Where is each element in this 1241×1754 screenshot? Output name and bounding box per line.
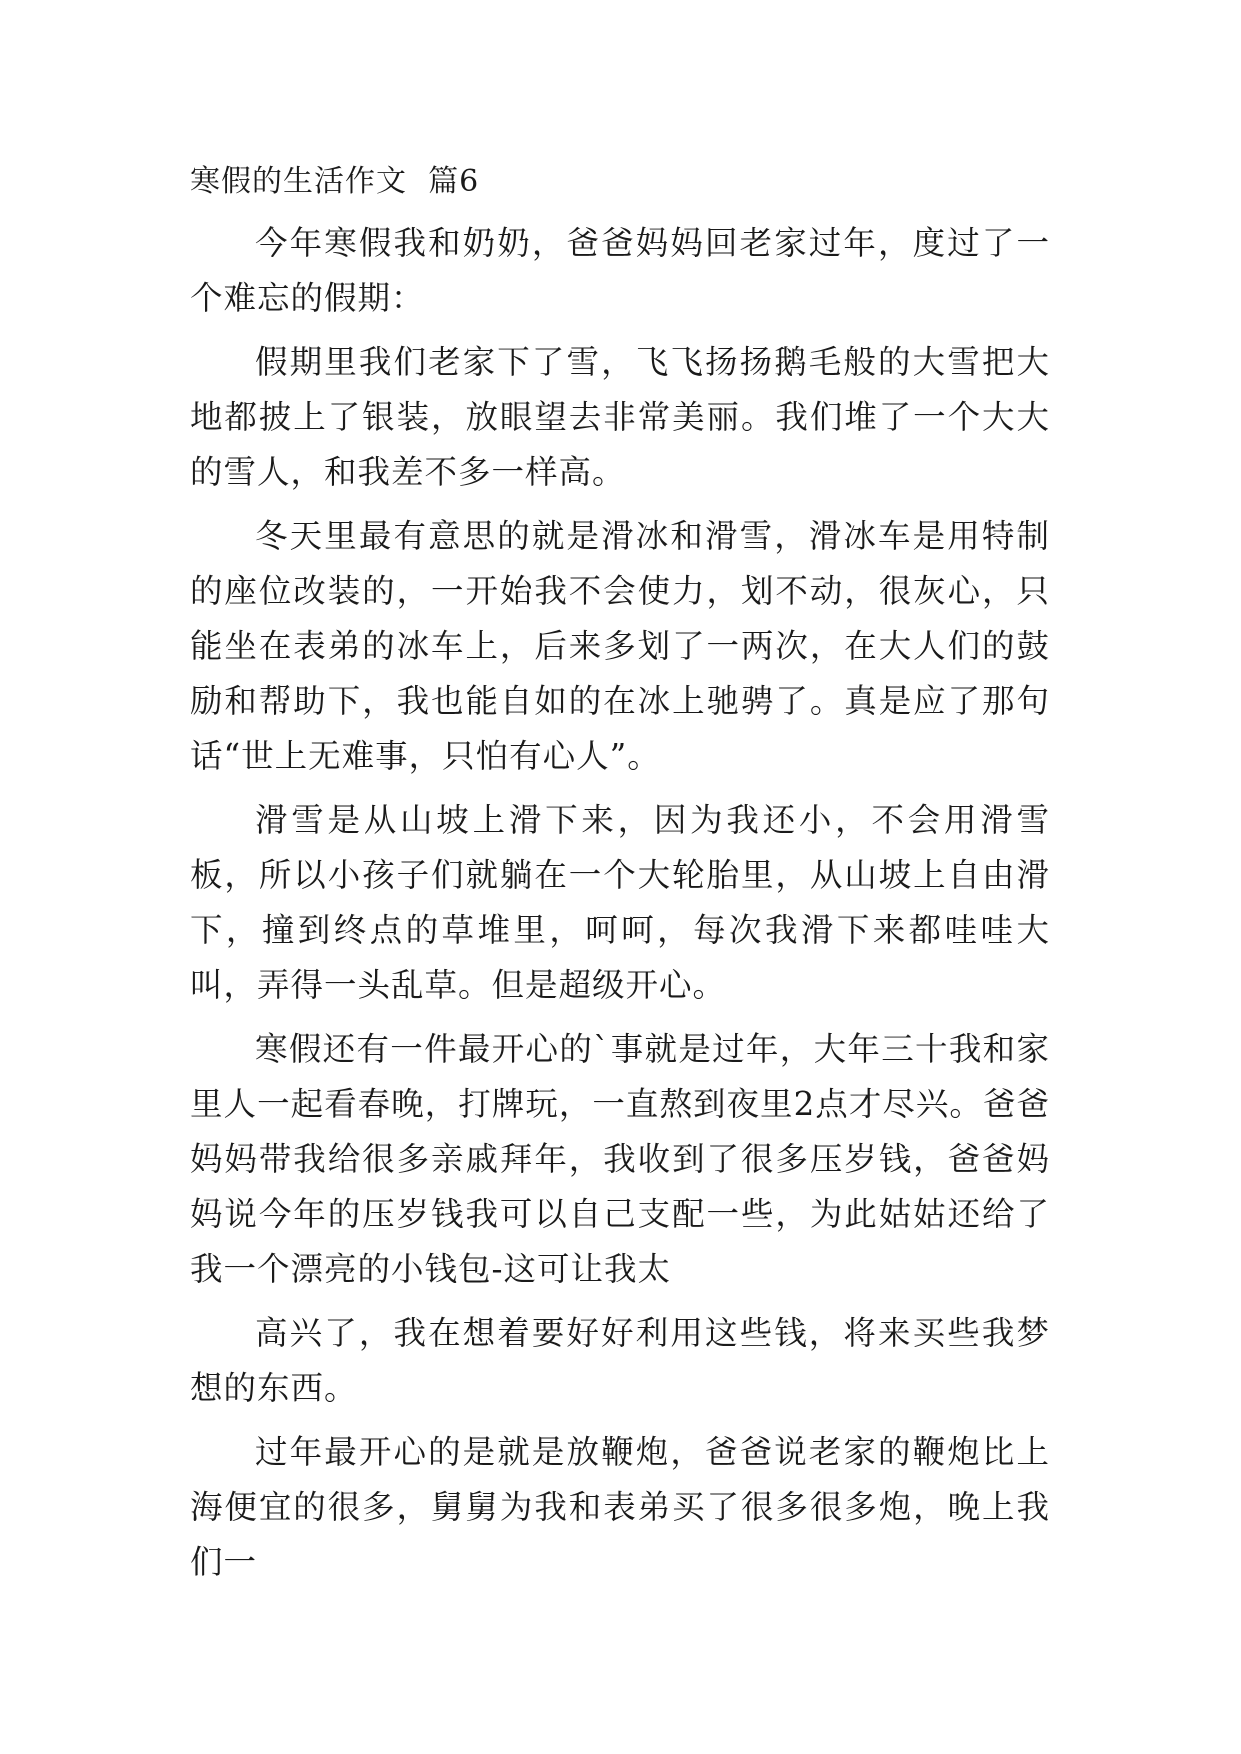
paragraph-6: 高兴了，我在想着要好好利用这些钱，将来买些我梦想的东西。 [190, 1314, 1050, 1407]
paragraph-1: 今年寒假我和奶奶，爸爸妈妈回老家过年，度过了一个难忘的假期： [190, 224, 1050, 317]
document-title: 寒假的生活作文 篇6 [190, 164, 480, 199]
document-body [190, 162, 1050, 1590]
paragraph-3: 冬天里最有意思的就是滑冰和滑雪，滑冰车是用特制的座位改装的，一开始我不会使力，划不动，很灰心，只能坐在表弟的冰车上，后来多划了一两次，在大人们的鼓励和帮助下，我也能自如的在冰上驰骋了。真是应了那句话“世上无难事，只怕有心人”。 [190, 517, 1050, 775]
paragraph-4: 滑雪是从山坡上滑下来，因为我还小，不会用滑雪板，所以小孩子们就躺在一个大轮胎里，从山坡上自由滑下，撞到终点的草堆里，呵呵，每次我滑下来都哇哇大叫，弄得一头乱草。但是超级开心。 [190, 801, 1050, 1004]
paragraph-5: 寒假还有一件最开心的`事就是过年，大年三十我和家里人一起看春晚，打牌玩，一直熬到夜里2点才尽兴。爸爸妈妈带我给很多亲戚拜年，我收到了很多压岁钱，爸爸妈妈说今年的压岁钱我可以自己支配一些，为此姑姑还给了我一个漂亮的小钱包-这可让我太 [190, 1030, 1050, 1288]
paragraph-2: 假期里我们老家下了雪，飞飞扬扬鹅毛般的大雪把大地都披上了银装，放眼望去非常美丽。我们堆了一个大大的雪人，和我差不多一样高。 [190, 343, 1050, 491]
paragraph-7: 过年最开心的是就是放鞭炮，爸爸说老家的鞭炮比上海便宜的很多，舅舅为我和表弟买了很多很多炮，晚上我们一 [190, 1433, 1050, 1581]
